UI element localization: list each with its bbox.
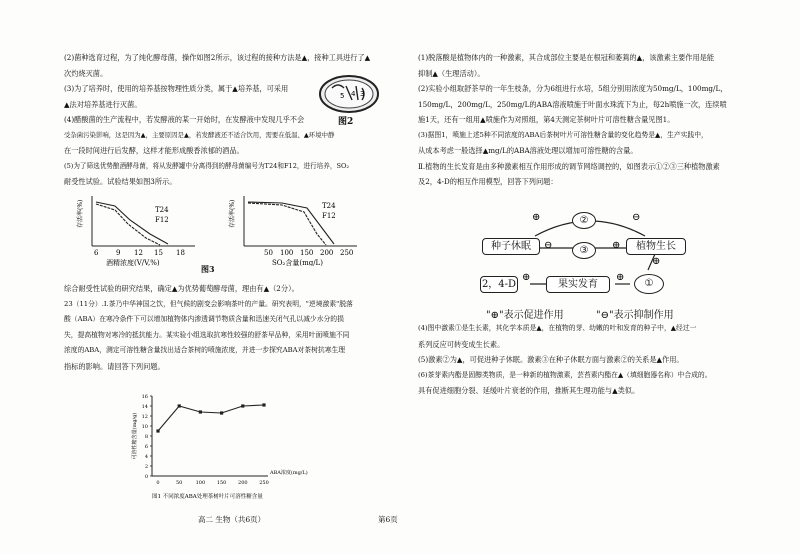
text-line: 从成本考虑一般选择▲mg/L的ABA溶液处理以增加可溶性糖的含量。 <box>418 146 638 155</box>
sign-plus: ⊕ <box>612 240 621 251</box>
legend-f12: F12 <box>322 212 336 220</box>
svg-text:3: 3 <box>360 90 365 98</box>
x-tick-label: 100 <box>195 480 206 486</box>
hormone-diagram <box>480 212 700 302</box>
left-column-lower <box>64 281 399 374</box>
chart-axes <box>150 396 268 476</box>
legend-t24: T24 <box>322 202 336 210</box>
text-line: 在一段时间进行后发酵，这样才能形成酸香浓郁的酒品。 <box>64 146 244 155</box>
fig3-so2-chart <box>222 190 362 266</box>
tick-label: 200 <box>320 249 334 257</box>
x-tick-label: 150 <box>216 480 227 486</box>
text-line: 指标的影响。请回答下列问题。 <box>64 361 165 371</box>
x-tick-label: 200 <box>238 480 248 486</box>
text-line: 施1天，还有一组用▲喷施作为对照组，第4天测定茶树叶片可溶性糖含量见图1。 <box>418 115 675 124</box>
text-line: Ⅱ.植物的生长发育是由多种激素相互作用形成的调节网络调控的，如图表示①②③三种植物激素 <box>418 161 720 171</box>
series-line-f12 <box>248 203 326 245</box>
data-point <box>262 403 265 406</box>
y-axis-label: 可溶性糖含量(mg/g) <box>132 412 138 460</box>
fig3-alcohol-chart <box>70 190 200 266</box>
x-tick-label: 50 <box>176 480 183 486</box>
text-line: 系列反应可转变成生长素。 <box>418 339 505 349</box>
text-line: 受杂菌污染影响，这是因为▲，主要原因是▲，若发酵液还不适合饮用，需要在低温、▲环境中静 <box>64 130 335 139</box>
tick-label: 15 <box>154 249 163 257</box>
footer-page-number: 第6页 <box>378 515 398 524</box>
series-line-f12 <box>96 204 160 245</box>
tick-label: 12 <box>134 249 143 257</box>
text-line: (3)为了培养时，使用的培养基按物理性质分类，属于▲培养基，可采用 <box>64 84 289 93</box>
sign-plus: ⊕ <box>532 212 541 223</box>
sign-minus: ⊖ <box>544 240 553 251</box>
node-2-4-d: 2，4-D <box>480 276 518 293</box>
fig3-label: 图3 <box>201 264 215 274</box>
series-line <box>158 405 264 431</box>
fig2-label: 图2 <box>338 117 354 127</box>
chart-labels <box>131 394 308 500</box>
text-line: (2)菌种选育过程，为了纯化酵母菌，操作如图2所示，该过程的接种方法是▲，接种工具进行了▲ <box>64 53 371 62</box>
text-line: (1)脱落酸是植物体内的一种激素，其合成部位主要是在根冠和萎蔫的▲，该激素主要作用是能 <box>418 53 715 62</box>
node-seed-dormancy: 种子休眠 <box>482 238 540 255</box>
text-line: (2)实验小组取舒茶早的一年生枝条，分为6组进行水培，5组分别用浓度为50mg/L，100mg/L， <box>418 84 728 93</box>
data-point <box>178 404 181 407</box>
legend-inhibit: "⊖"表示抑制作用 <box>596 310 674 321</box>
node-plant-growth: 植物生长 <box>626 238 686 255</box>
text-line: (4)醋酸菌的生产流程中，若发酵液的某一开始时，在发酵液中发现几乎不会 <box>64 115 305 124</box>
tick-label: 18 <box>176 249 185 257</box>
node-hormone-3: ③ <box>572 242 596 259</box>
tick-label: 150 <box>300 249 314 257</box>
y-axis-label: 存活率(%) <box>77 199 84 228</box>
x-axis-label: 酒精浓度(V/V,%) <box>106 259 160 266</box>
y-tick-label: 8 <box>144 434 148 440</box>
text-line: 酸（ABA）在寒冷条件下可以增加植物体内渗透调节物质含量和迅速关闭气孔以减少水分的损 <box>64 315 344 323</box>
legend-f12: F12 <box>155 216 169 224</box>
sign-plus: ⊕ <box>616 272 625 283</box>
text-line: ▲法对培养基进行灭菌。 <box>64 99 142 109</box>
svg-text:4: 4 <box>351 90 356 98</box>
svg-text:5: 5 <box>340 92 345 100</box>
y-tick-label: 6 <box>144 444 148 450</box>
y-tick-label: 2 <box>144 464 148 470</box>
x-axis-label: ABA浓度(mg/L) <box>270 470 308 476</box>
y-axis-label: 存活率(%) <box>229 199 236 228</box>
node-hormone-1: ① <box>634 274 664 294</box>
y-tick-label: 4 <box>144 454 148 460</box>
y-tick-label: 12 <box>141 414 148 420</box>
text-line: 具有促进细胞分裂、延缓叶片衰老的作用，推断其生理功能与▲类似。 <box>418 386 640 395</box>
text-line: (5)激素②为▲，可促进种子休眠。激素③在种子休眠方面与激素②的关系是▲作用。 <box>418 355 684 364</box>
y-tick-label: 16 <box>141 394 148 400</box>
text-line: (6)茶芽素内酯是固醇类物质，是一种新的植物激素，芸苔素内酯在▲（填细胞器名称）中合成的。 <box>418 370 712 379</box>
tick-label: 100 <box>280 249 294 257</box>
text-line: 次灼烧灭菌。 <box>64 68 108 78</box>
x-tick-label: 0 <box>156 480 160 486</box>
tick-label: 9 <box>116 249 121 257</box>
right-column-lower <box>418 321 763 399</box>
y-tick-label: 10 <box>141 424 148 430</box>
chart-title: 图1 不同浓度ABA处理茶树叶片可溶性糖含量 <box>152 494 263 500</box>
sign-plus: ⊕ <box>522 272 531 283</box>
sign-plus: ⊕ <box>652 256 661 267</box>
data-point <box>220 411 223 414</box>
x-axis-label: SO₂含量(mg/L) <box>272 259 323 266</box>
legend-promote: "⊕"表示促进作用 <box>486 310 564 321</box>
fig1-aba-chart <box>128 388 308 506</box>
node-fruit-development: 果实发育 <box>546 276 610 293</box>
right-column <box>418 50 763 190</box>
text-line: 浓度的ABA，测定可溶性糖含量找出适合茶树的喷施浓度，并进一步探究ABA对茶树抗寒生理 <box>64 346 346 354</box>
tick-label: 250 <box>340 249 354 257</box>
text-line: 失，提高植物对寒冷的抵抗能力。某实验小组选取抗寒性较强的舒茶早品种，采用叶面喷施不同 <box>64 330 350 339</box>
node-hormone-2: ② <box>572 212 596 229</box>
text-line: (5)为了筛选优势酿酒酵母菌，将从发酵罐中分离得到的酵母菌编号为T24和F12，进行培养，SO₂ <box>64 161 350 170</box>
tick-label: 50 <box>264 249 273 257</box>
text-line: (3)据图1，喷施上述5种不同浓度的ABA后茶树叶片可溶性糖含量的变化趋势是▲，生产实践中， <box>418 130 708 139</box>
y-tick-label: 0 <box>144 474 148 480</box>
text-line: 及2，4-D的相互作用模型，回答下列问题： <box>418 177 558 186</box>
y-tick-label: 14 <box>141 404 148 410</box>
text-line: 23（11分）.Ⅰ.茶乃中华神国之饮，但气候的剧变会影响茶叶的产量。研究表明，"逆境激素"脱落 <box>64 299 353 308</box>
text-line: 综合耐受性试验的研究结果，确定▲为优势葡萄酵母菌，理由有▲（2分）。 <box>64 284 299 293</box>
data-point <box>156 429 159 432</box>
petri-dish-figure <box>318 74 380 126</box>
tick-label: 6 <box>94 249 99 257</box>
footer-left: 高二 生物（共6页） <box>198 515 266 524</box>
legend-t24: T24 <box>155 206 169 214</box>
data-point <box>241 404 244 407</box>
text-line: (4)图中激素①是生长素，其化学本质是▲，在植物的芽、幼嫩的叶和发育的种子中，▲经过一 <box>418 324 697 332</box>
text-line: 抑制▲（生理活动）。 <box>418 68 485 78</box>
data-point <box>199 410 202 413</box>
text-line: 耐受性试验。试验结果如图3所示。 <box>64 177 177 186</box>
chart-marks <box>156 403 265 432</box>
sign-minus: ⊖ <box>632 212 641 223</box>
text-line: 150mg/L，200mg/L，250mg/L的ABA溶液喷施于叶面水珠流下为止，每2h喷施一次，连续喷 <box>418 99 727 109</box>
x-tick-label: 250 <box>259 480 269 486</box>
